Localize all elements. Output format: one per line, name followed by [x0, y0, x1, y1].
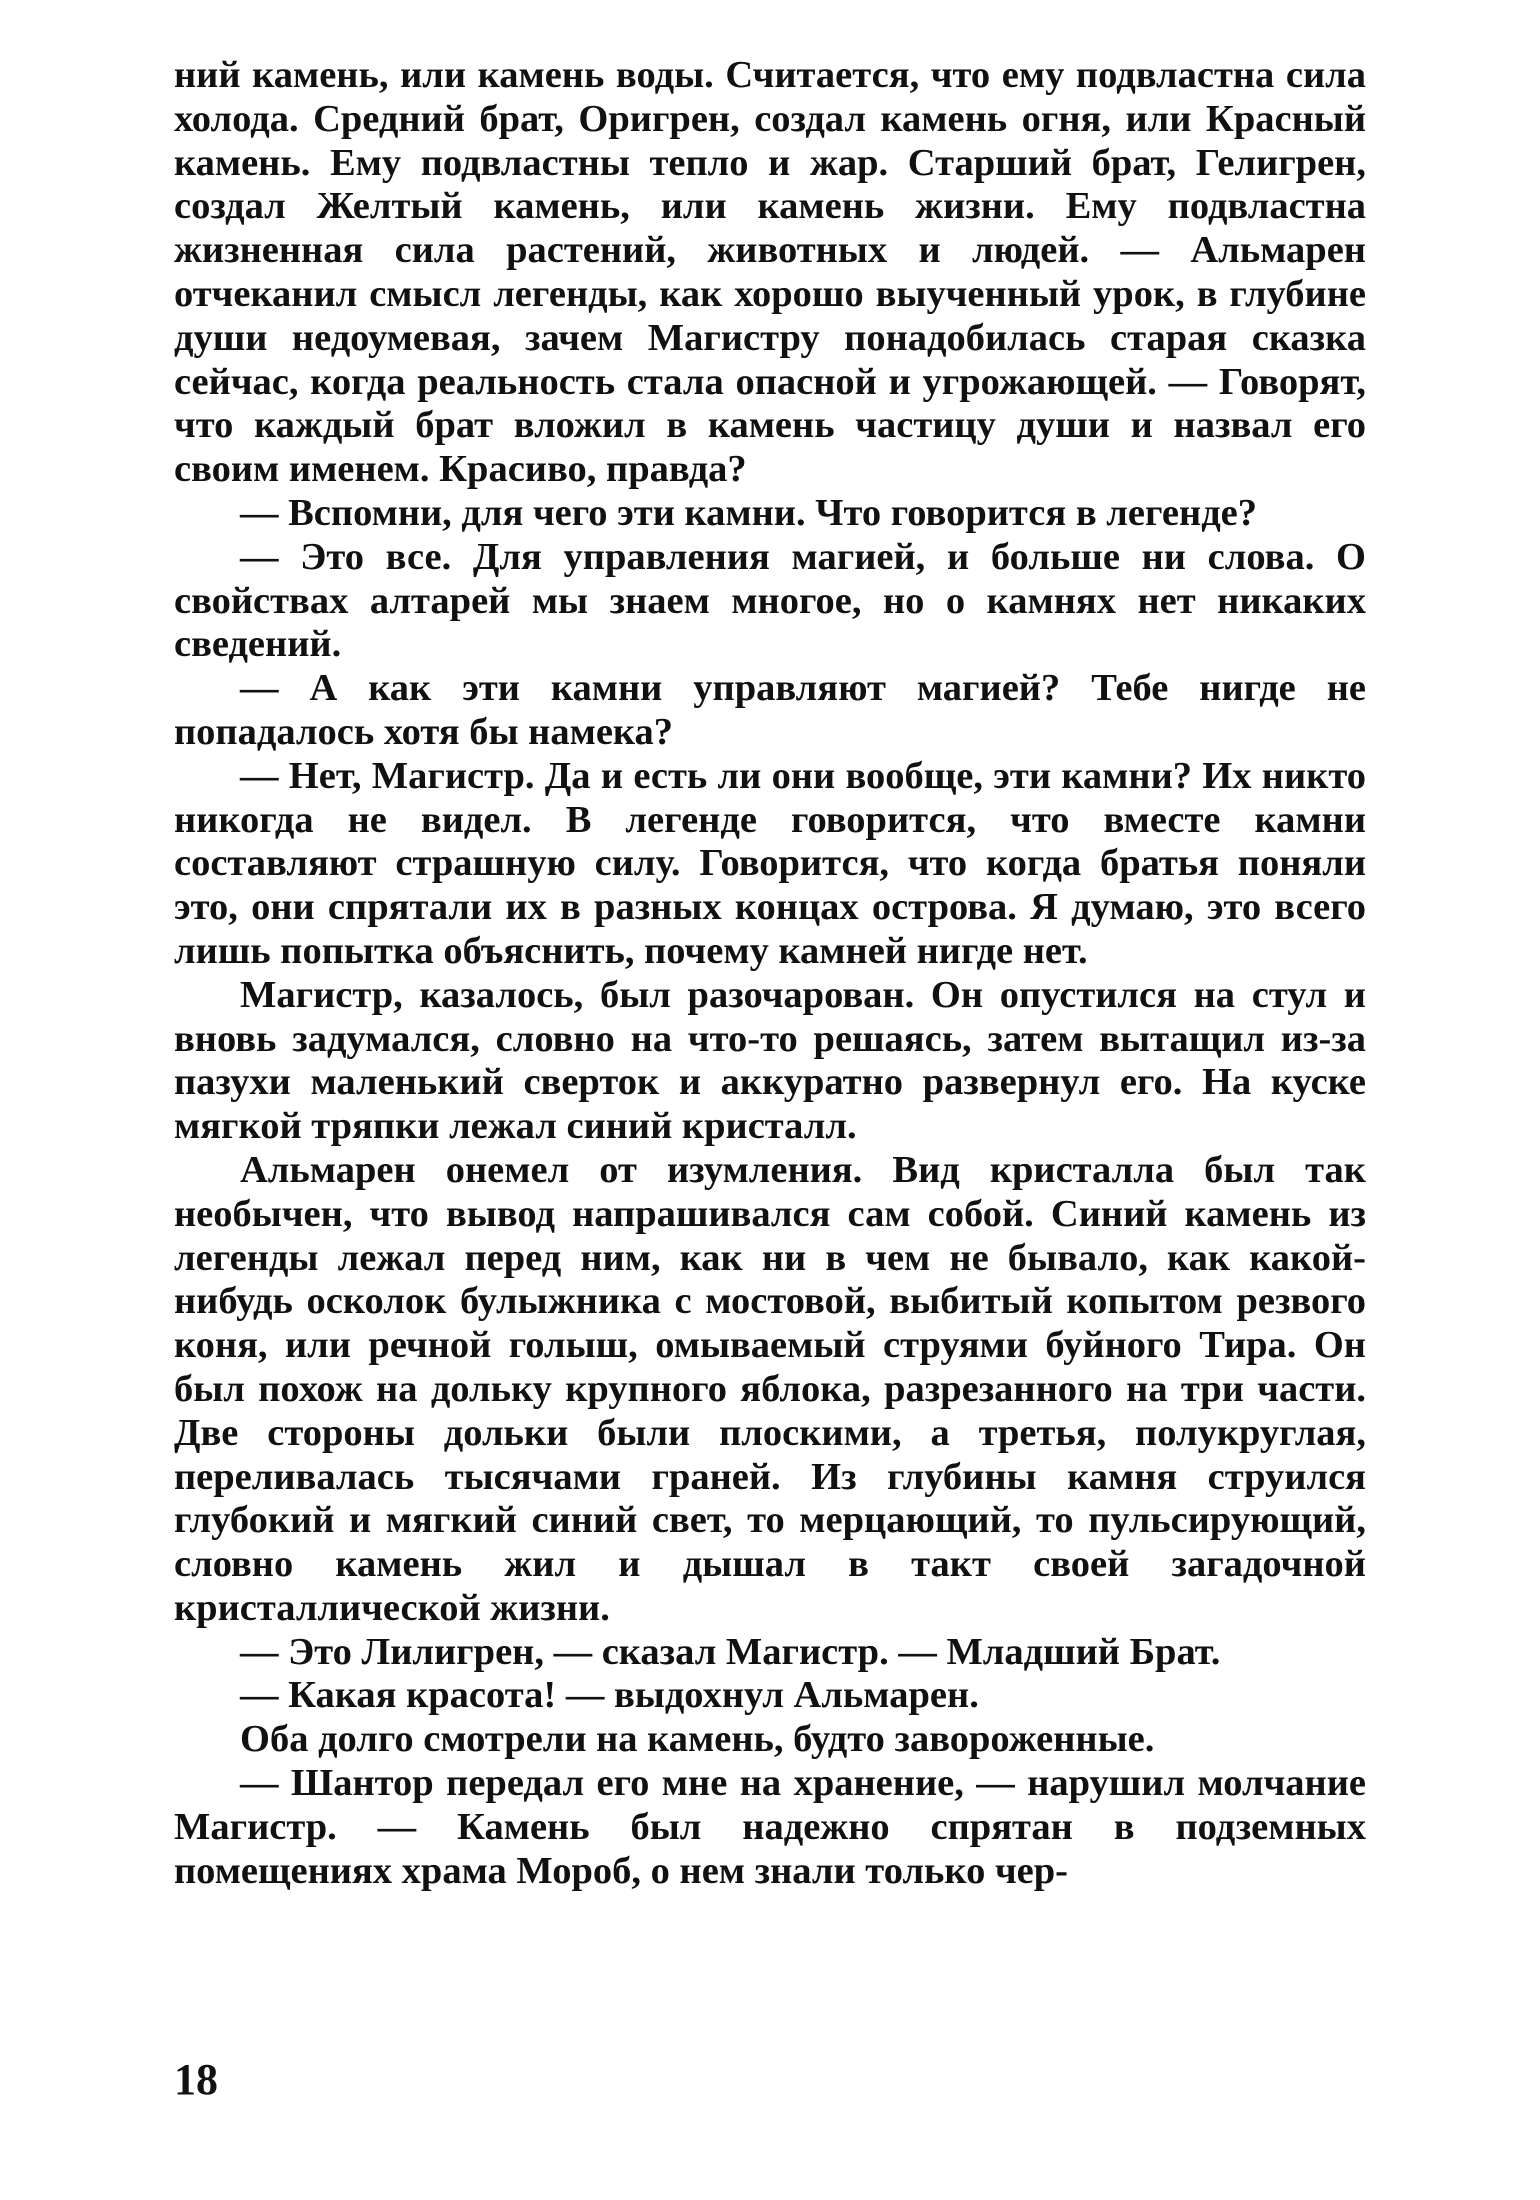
- paragraph: — А как эти камни управляют магией? Тебе нигде не попадалось хотя бы намека?: [174, 667, 1366, 753]
- paragraph: — Вспомни, для чего эти камни. Что говорится в легенде?: [240, 491, 1258, 534]
- paragraph: — Это Лилигрен, — сказал Магистр. — Младший Брат.: [240, 1630, 1221, 1673]
- paragraph: — Шантор передал его мне на хранение, — нарушил молчание Магистр. — Камень был надежно спрятан в подземных помещениях храма Мороб, о нем знали только чер-: [174, 1762, 1366, 1892]
- paragraph: Магистр, казалось, был разочарован. Он опустился на стул и вновь задумался, словно на что-то решаясь, затем вытащил из-за пазухи маленький сверток и аккуратно развернул его. На куске мягкой тряпки лежал синий кристалл.: [174, 973, 1366, 1148]
- paragraph: — Нет, Магистр. Да и есть ли они вообще, эти камни? Их никто никогда не видел. В легенде говорится, что вместе камни составляют страшную силу. Говорится, что когда братья поняли это, они спрятали их в разных концах острова. Я думаю, это всего лишь попытка объяснить, почему камней нигде нет.: [174, 754, 1366, 972]
- page-number: 18: [174, 2055, 218, 2104]
- paragraph: ний камень, или камень воды. Считается, что ему подвластна сила холода. Средний брат, Оригрен, создал камень огня, или Красный камень. Ему подвластны тепло и жар. Старший брат, Гелигрен, создал Желтый камень, или камень жизни. Ему подвластна жизненная сила растений, животных и людей. — Альмарен отчеканил смысл легенды, как хорошо выученный урок, в глубине души недоумевая, зачем Магистру понадобилась старая сказка сейчас, когда реальность стала опасной и угрожающей. — Говорят, что каждый брат вложил в камень частицу души и назвал его своим именем. Красиво, правда?: [174, 54, 1366, 491]
- body-text: [174, 54, 1366, 1893]
- paragraph: Оба долго смотрели на камень, будто завороженные.: [240, 1718, 1155, 1761]
- paragraph: — Какая красота! — выдохнул Альмарен.: [240, 1674, 979, 1717]
- paragraph: Альмарен онемел от изумления. Вид кристалла был так необычен, что вывод напрашивался сам собой. Синий камень из легенды лежал перед ним, как ни в чем не бывало, как какой-нибудь осколок булыжника с мостовой, выбитый копытом резвого коня, или речной голыш, омываемый струями буйного Тира. Он был похож на дольку крупного яблока, разрезанного на три части. Две стороны дольки были плоскими, а третья, полукруглая, переливалась тысячами граней. Из глубины камня струился глубокий и мягкий синий свет, то мерцающий, то пульсирующий, словно камень жил и дышал в такт своей загадочной кристаллической жизни.: [174, 1148, 1366, 1629]
- paragraph: — Это все. Для управления магией, и больше ни слова. О свойствах алтарей мы знаем многое, но о камнях нет никаких сведений.: [174, 535, 1366, 666]
